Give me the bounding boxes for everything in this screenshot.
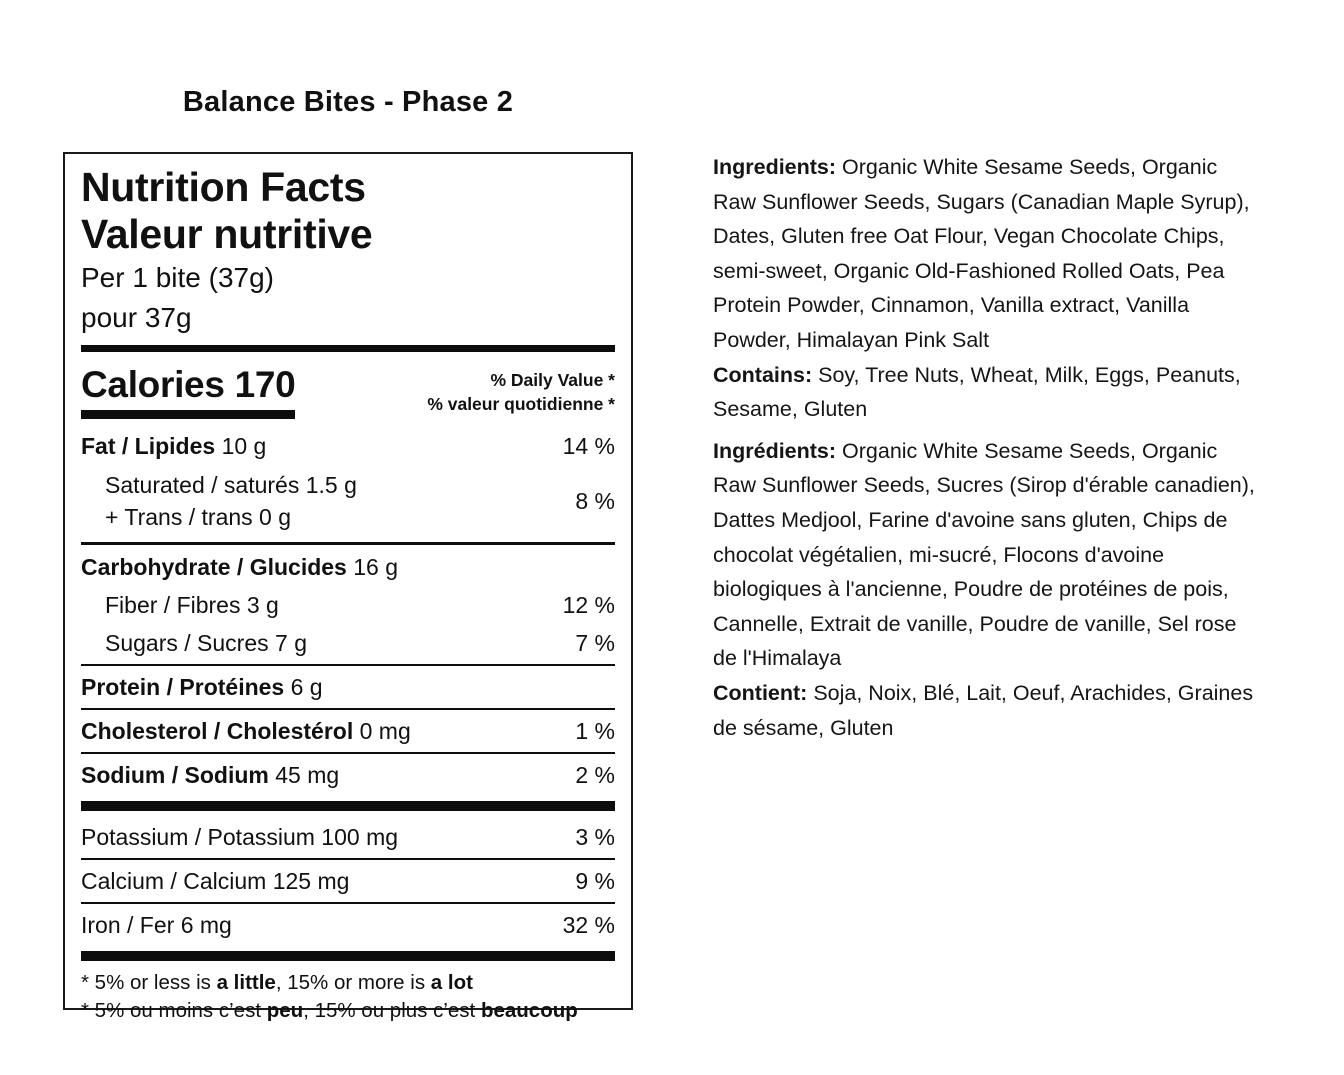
nutrient-row: [81, 427, 615, 465]
nutrient-name: + Trans / trans 0 g: [105, 504, 292, 530]
nutrient-row-group: [81, 465, 615, 539]
nutrient-name: Protein / Protéines 6 g: [81, 674, 323, 700]
text-segment: Organic White Sesame Seeds, Organic Raw Sunflower Seeds, Sucres (Sirop d'érable canadien), Dattes Medjool, Farine d'avoine sans gluten, Chips de chocolat végétalien, mi-sucré, Flocons d'avoine biologiques à l'ancienne, Poudre de protéines de pois, Cannelle, Extrait de vanille, Poudre de vanille, Sel rose de l'Himalaya: [713, 438, 1255, 671]
separator-rule: [81, 664, 615, 666]
emphasized-text: a little: [216, 971, 276, 994]
nutrient-name: Potassium / Potassium 100 mg: [81, 824, 399, 850]
text-segment: Soy, Tree Nuts, Wheat, Milk, Eggs, Peanuts, Sesame, Gluten: [713, 362, 1241, 422]
emphasized-text: Ingrédients:: [713, 438, 843, 463]
footnote-line: [81, 997, 615, 1025]
nutrient-name: Fiber / Fibres 3 g: [105, 592, 279, 618]
nutrient-row: [81, 624, 615, 662]
ingredients-paragraph: [713, 676, 1261, 745]
footnote-line: [81, 969, 615, 997]
nutrient-daily-value: 3 %: [575, 824, 615, 850]
nutrient-row: [81, 818, 615, 856]
nutrient-names: [81, 469, 357, 533]
nutrient-row: [81, 756, 615, 794]
emphasized-text: a lot: [430, 971, 473, 994]
separator-rule: [81, 708, 615, 710]
text-segment: Soja, Noix, Blé, Lait, Oeuf, Arachides, Graines de sésame, Gluten: [713, 680, 1254, 740]
nutrient-name: Sugars / Sucres 7 g: [105, 630, 307, 656]
calories-value: Calories 170: [81, 364, 296, 405]
header-separator-bar: [81, 345, 615, 352]
emphasized-text: Contains:: [713, 362, 819, 387]
nutrition-facts-title-fr: Valeur nutritive: [81, 211, 373, 257]
nutrient-row: [81, 668, 615, 706]
emphasized-text: Ingredients:: [713, 155, 843, 179]
separator-rule: [81, 542, 615, 545]
nutrient-row: [81, 906, 615, 944]
separator-rule: [81, 858, 615, 860]
separator-rule: [81, 951, 615, 961]
nutrient-daily-value: 12 %: [562, 592, 615, 618]
footnotes: [81, 969, 615, 1025]
text-segment: , 15% or more is: [275, 971, 431, 994]
nutrient-daily-value: 9 %: [575, 868, 615, 894]
nutrient-rows: [81, 427, 615, 961]
nutrient-daily-value: 14 %: [562, 433, 615, 459]
nutrient-row: [81, 862, 615, 900]
separator-rule: [81, 801, 615, 811]
ingredients-paragraph: [713, 434, 1261, 676]
separator-rule: [81, 902, 615, 904]
emphasized-text: Contient:: [713, 680, 814, 705]
nutrient-daily-value: 32 %: [562, 912, 615, 938]
emphasized-text: peu: [266, 999, 304, 1022]
nutrient-row: [81, 586, 615, 624]
nutrition-facts-title-en: Nutrition Facts: [81, 164, 366, 210]
nutrient-daily-value: 7 %: [575, 630, 615, 656]
calories-row: [81, 352, 615, 419]
nutrient-name: Iron / Fer 6 mg: [81, 912, 232, 938]
serving-size-en: Per 1 bite (37g): [81, 262, 274, 293]
emphasized-text: beaucoup: [480, 999, 578, 1022]
text-segment: * 5% or less is: [81, 971, 217, 994]
text-segment: * 5% ou moins c’est: [81, 999, 267, 1022]
serving-size-fr: pour 37g: [81, 302, 192, 333]
nutrient-daily-value: 1 %: [575, 718, 615, 744]
nutrition-facts-panel: [63, 152, 633, 1022]
nutrient-daily-value: 8 %: [575, 487, 615, 514]
calories-underline-bar: [81, 410, 295, 419]
separator-rule: [81, 752, 615, 754]
nutrient-name: Cholesterol / Cholestérol 0 mg: [81, 718, 411, 744]
nutrient-name: Calcium / Calcium 125 mg: [81, 868, 350, 894]
nutrient-name: Carbohydrate / Glucides 16 g: [81, 554, 399, 580]
nutrient-name: Saturated / saturés 1.5 g: [105, 472, 357, 498]
nutrient-name: Fat / Lipides 10 g: [81, 433, 267, 459]
ingredients-paragraph: [713, 358, 1261, 427]
text-segment: , 15% ou plus c’est: [303, 999, 481, 1022]
nutrient-row: [81, 548, 615, 586]
nutrient-name: Sodium / Sodium 45 mg: [81, 762, 340, 788]
ingredients-paragraph: [713, 150, 1261, 358]
daily-value-header: [427, 365, 615, 416]
calories-heading: [81, 365, 295, 419]
ingredients-panel: [713, 150, 1261, 745]
daily-value-header-fr: % valeur quotidienne *: [427, 394, 615, 414]
nutrient-daily-value: 2 %: [575, 762, 615, 788]
page-title: Balance Bites - Phase 2: [182, 86, 514, 118]
daily-value-header-en: % Daily Value *: [490, 370, 615, 390]
text-segment: Organic White Sesame Seeds, Organic Raw Sunflower Seeds, Sugars (Canadian Maple Syrup), Dates, Gluten free Oat Flour, Vegan Chocolate Chips, semi-sweet, Organic Old-Fashioned Rolled Oats, Pea Protein Powder, Cinnamon, Vanilla extract, Vanilla Powder, Himalayan Pink Salt: [713, 155, 1250, 352]
nutrient-row: [81, 712, 615, 750]
